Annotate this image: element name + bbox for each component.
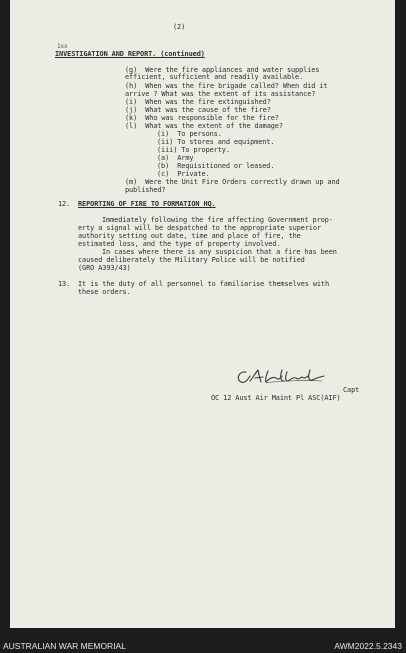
footer-accession-number: AWM2022.5.2343	[334, 641, 402, 651]
para12-line: In cases where there is any suspicion that a fire has been	[102, 248, 337, 256]
signature	[232, 366, 332, 388]
para13-line: It is the duty of all personnel to familiarise themselves with	[78, 280, 330, 288]
rank: Capt	[343, 386, 360, 394]
para13-line: these orders.	[78, 288, 131, 296]
para12-number: 12.	[58, 200, 71, 208]
para12-heading: REPORTING OF FIRE TO FORMATION HQ.	[78, 200, 216, 208]
item-h: (h) When was the fire brigade called? When did it	[125, 82, 328, 90]
handwritten-marker: 1xx	[57, 43, 68, 50]
para12-line: Immediately following the fire affecting Government prop-	[102, 216, 333, 224]
item-j: (j) What was the cause of the fire?	[125, 106, 271, 114]
item-l-iii: (iii) To property.	[157, 146, 230, 154]
item-m-cont: published?	[125, 186, 166, 194]
item-l: (l) What was the extent of the damage?	[125, 122, 283, 130]
item-h-cont: arrive ? What was the extent of its assistance?	[125, 90, 316, 98]
section-heading: INVESTIGATION AND REPORT. (continued)	[55, 50, 205, 58]
footer-source: AUSTRALIAN WAR MEMORIAL	[3, 641, 126, 651]
para13-number: 13.	[58, 280, 71, 288]
para12-line: caused deliberately the Military Police will be notified	[78, 256, 305, 264]
item-i: (i) When was the fire extinguished?	[125, 98, 271, 106]
footer-bar	[0, 640, 406, 653]
item-g-cont: efficient, sufficient and readily available.	[125, 73, 304, 81]
item-l-ii: (ii) To stores and equipment.	[157, 138, 275, 146]
item-k: (k) Who was responsible for the fire?	[125, 114, 279, 122]
item-l-i: (i) To persons.	[157, 130, 222, 138]
document-page	[10, 0, 395, 628]
page-number: (2)	[173, 23, 186, 31]
item-m: (m) Were the Unit Fire Orders correctly drawn up and	[125, 178, 340, 186]
item-l-a: (a) Army	[157, 154, 194, 162]
item-l-c: (c) Private.	[157, 170, 210, 178]
para12-line: authority setting out date, time and place of fire, the	[78, 232, 301, 240]
item-g: (g) Were the fire appliances and water supplies	[125, 66, 320, 74]
para12-line: erty a signal will be despatched to the appropriate superior	[78, 224, 321, 232]
para12-line: estimated loss, and the type of property involved.	[78, 240, 281, 248]
sign-block: OC 12 Aust Air Maint Pl ASC(AIF)	[211, 394, 341, 402]
para12-reference: (GRO A393/43)	[78, 264, 131, 272]
item-l-b: (b) Requisitioned or leased.	[157, 162, 275, 170]
